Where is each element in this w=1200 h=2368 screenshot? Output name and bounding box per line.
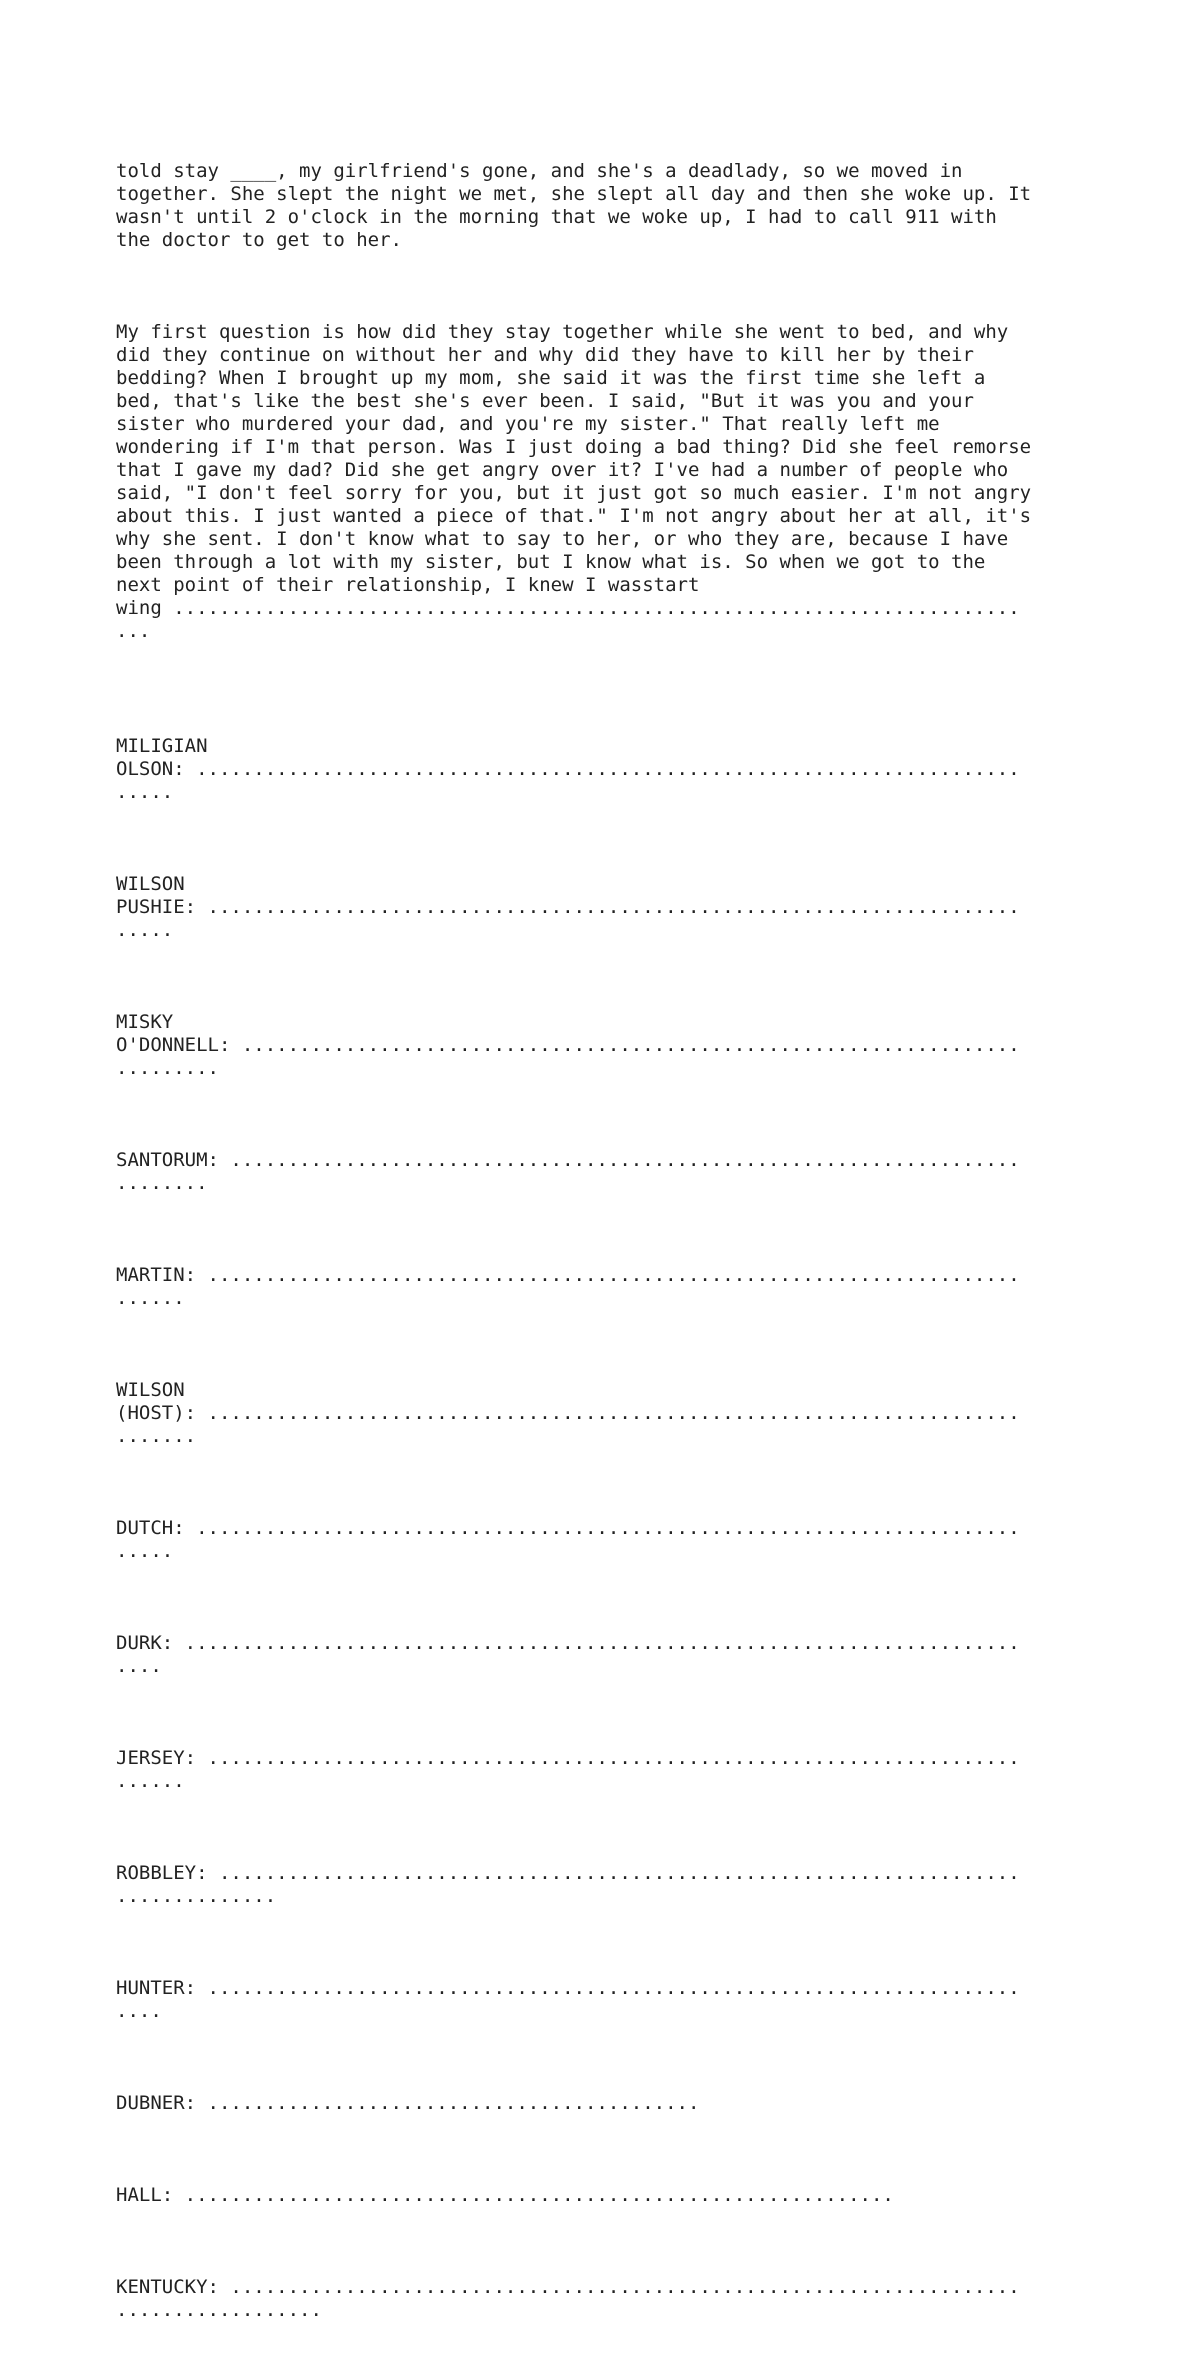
entry-martin: MARTIN: ....................................................................... ...... — [116, 1264, 1020, 1309]
entry-durk: DURK: ......................................................................... .... — [116, 1632, 1020, 1677]
entry-santorum: SANTORUM: ..................................................................... ........ — [116, 1149, 1020, 1194]
entry-hunter: HUNTER: ....................................................................... .... — [116, 1977, 1020, 2022]
entry-wilson-host: WILSON (HOST): ....................................................................... ....... — [116, 1379, 1020, 1447]
entry-misky-odonnell: MISKY O'DONNELL: .................................................................... ......... — [116, 1011, 1020, 1079]
entry-hall: HALL: .............................................................. — [116, 2184, 894, 2206]
entry-dubner: DUBNER: ........................................... — [116, 2092, 700, 2114]
entry-dutch: DUTCH: ........................................................................ ..... — [116, 1517, 1020, 1562]
body-paragraph-1: told stay ____, my girlfriend's gone, and she's a deadlady, so we moved in together. She slept the night we met, she slept all day and then she woke up. It wasn't until 2 o'clock in the morning that we woke up, I had to call 911 with the doctor to get to her. — [116, 160, 1032, 251]
entry-jersey: JERSEY: ....................................................................... ...... — [116, 1747, 1020, 1792]
entry-miligian-olson: MILIGIAN OLSON: ........................................................................ ..... — [116, 735, 1020, 803]
body-paragraph-2: My first question is how did they stay together while she went to bed, and why did they continue on without her and why did they have to kill her by their bedding? When I brought up my mom, she said it was the first time she left a bed, that's like the best she's ever been. I said, "But it was you and your sister who murdered your dad, and you're my sister." That really left me wondering if I'm that person. Was I just doing a bad thing? Did she feel remorse that I gave my dad? Did she get angry over it? I've had a number of people who said, "I don't feel sorry for you, but it just got so much easier. I'm not angry about this. I just wanted a piece of that." I'm not angry about her at all, it's why she sent. I don't know what to say to her, or who they are, because I have been through a lot with my sister, but I know what is. So when we got to the next point of their relationship, I knew I wasstart wing .......................................................................... ... — [116, 321, 1032, 642]
entry-wilson-pushie: WILSON PUSHIE: ....................................................................... ..... — [116, 873, 1020, 941]
entry-kentucky: KENTUCKY: ..................................................................... .................. — [116, 2276, 1020, 2321]
entry-robbley: ROBBLEY: ...................................................................... .............. — [116, 1862, 1020, 1907]
document-page — [116, 114, 1096, 2368]
